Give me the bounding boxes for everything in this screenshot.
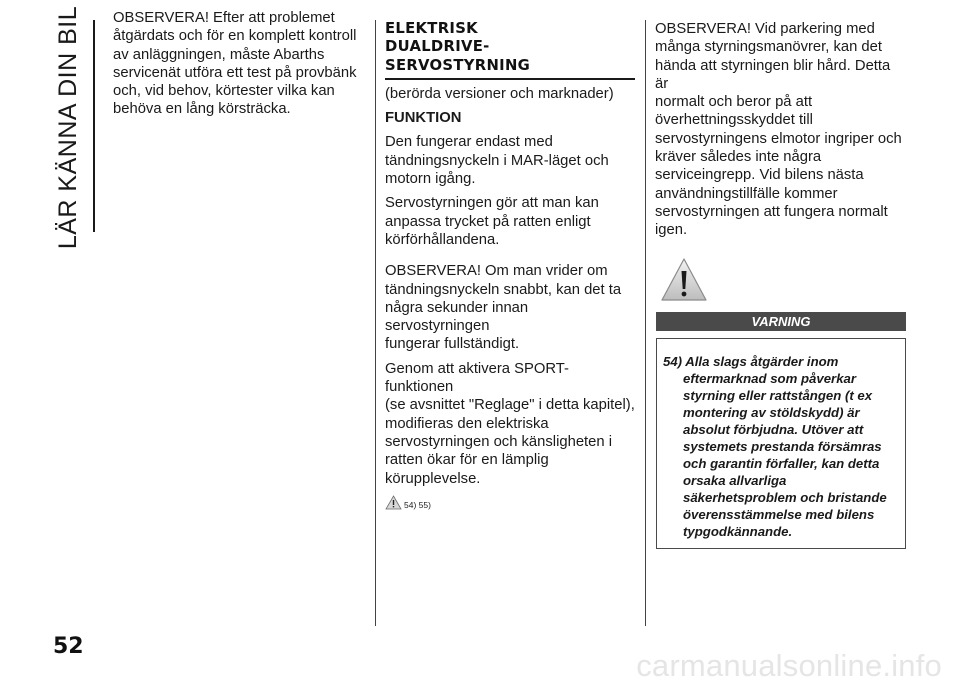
warning-line: överensstämmelse med bilens — [683, 507, 875, 522]
paragraph-observe — [385, 262, 635, 353]
observe-line: serviceingrepp. Vid bilens nästa — [655, 167, 864, 184]
observe-line: OBSERVERA! Efter att problemet — [113, 10, 335, 26]
paragraph-line: fungerar fullständigt. — [385, 336, 520, 353]
reference-numbers: 54) 55) — [404, 499, 431, 510]
warning-line: orsaka allvarliga — [683, 473, 787, 488]
column-divider-2 — [645, 20, 646, 626]
column-divider-1 — [375, 20, 376, 626]
paragraph-operation — [385, 133, 635, 188]
paragraph-line: servostyrningen och känsligheten i — [385, 433, 613, 450]
warning-line: säkerhetsproblem och bristande — [683, 490, 887, 505]
warning-line: systemets prestanda försämras — [683, 439, 882, 454]
observe-line: åtgärdats och för en komplett kontroll — [113, 28, 357, 45]
paragraph-line: några sekunder innan servostyrningen — [385, 299, 529, 335]
paragraph-line: Servostyrningen gör att man kan — [385, 195, 599, 212]
paragraph-line: körförhållandena. — [385, 231, 500, 248]
title-rule — [385, 78, 635, 80]
section-title-line: ELEKTRISK — [385, 20, 478, 37]
warning-line: montering av stöldskydd) är — [683, 405, 860, 420]
paragraph-line: Den fungerar endast med — [385, 134, 553, 151]
paragraph-line: ratten ökar för en lämplig — [385, 452, 549, 469]
observe-line: igen. — [655, 222, 688, 239]
warning-line: typgodkännande. — [683, 524, 793, 539]
function-heading: FUNKTION — [385, 110, 462, 127]
observe-line: användningstillfälle kommer — [655, 185, 838, 202]
paragraph-line: körupplevelse. — [385, 470, 481, 487]
warning-line: eftermarknad som påverkar — [683, 371, 856, 386]
chapter-title-text: LÄR KÄNNA DIN BIL — [54, 5, 83, 249]
column-1 — [113, 9, 363, 119]
small-warning-icon — [385, 495, 402, 510]
observe-line: servostyrningen att fungera normalt — [655, 203, 888, 220]
paragraph-pressure — [385, 194, 635, 249]
section-subtitle: (berörda versioner och marknader) — [385, 85, 614, 102]
watermark-text: carmanualsonline.info — [636, 648, 942, 683]
paragraph-line: motorn igång. — [385, 171, 476, 188]
section-title — [385, 20, 635, 75]
paragraph-line: OBSERVERA! Om man vrider om — [385, 263, 608, 280]
warning-references — [385, 495, 635, 510]
paragraph-line: tändningsnyckeln snabbt, kan det ta — [385, 281, 622, 298]
paragraph-line: (se avsnittet "Reglage" i detta kapitel), — [385, 397, 635, 414]
observe-line: många styrningsmanövrer, kan det — [655, 39, 883, 56]
warning-triangle-icon — [660, 256, 708, 304]
observe-line: av anläggningen, måste Abarths — [113, 46, 325, 63]
section-title-line: DUALDRIVE- — [385, 38, 490, 56]
observe-line: överhettningsskyddet till — [655, 112, 813, 129]
observe-line: OBSERVERA! Vid parkering med — [655, 21, 875, 37]
paragraph-line: tändningsnyckeln i MAR-läget och — [385, 152, 609, 169]
warning-line: 54) Alla slags åtgärder inom — [663, 354, 839, 369]
observe-line: behöva en lång körsträcka. — [113, 101, 291, 118]
chapter-side-title — [44, 5, 94, 249]
warning-line: styrning eller rattstången (t ex — [683, 388, 873, 403]
section-title-line: SERVOSTYRNING — [385, 56, 531, 74]
observe-line: och, vid behov, körtester vilka kan — [113, 83, 335, 100]
warning-line: och garantin förfaller, kan detta — [683, 456, 880, 471]
paragraph-sport — [385, 360, 635, 488]
column-2 — [385, 20, 635, 510]
paragraph-line: Genom att aktivera SPORT-funktionen — [385, 360, 569, 396]
side-rule — [93, 20, 95, 232]
column-3 — [655, 20, 907, 240]
observe-line: hända att styrningen blir hård. Detta är — [655, 57, 891, 92]
observe-line: servostyrningens elmotor ingriper och — [655, 130, 902, 147]
warning-box — [656, 338, 906, 549]
warning-label-bar: VARNING — [656, 312, 906, 331]
paragraph-line: anpassa trycket på ratten enligt — [385, 213, 591, 230]
page-number: 52 — [53, 634, 84, 659]
observe-line: normalt och beror på att — [655, 94, 813, 111]
paragraph-line: modifieras den elektriska — [385, 415, 549, 432]
warning-line: absolut förbjudna. Utöver att — [683, 422, 864, 437]
observe-line: kräver således inte några — [655, 149, 822, 166]
observe-line: servicenät utföra ett test på provbänk — [113, 64, 357, 81]
